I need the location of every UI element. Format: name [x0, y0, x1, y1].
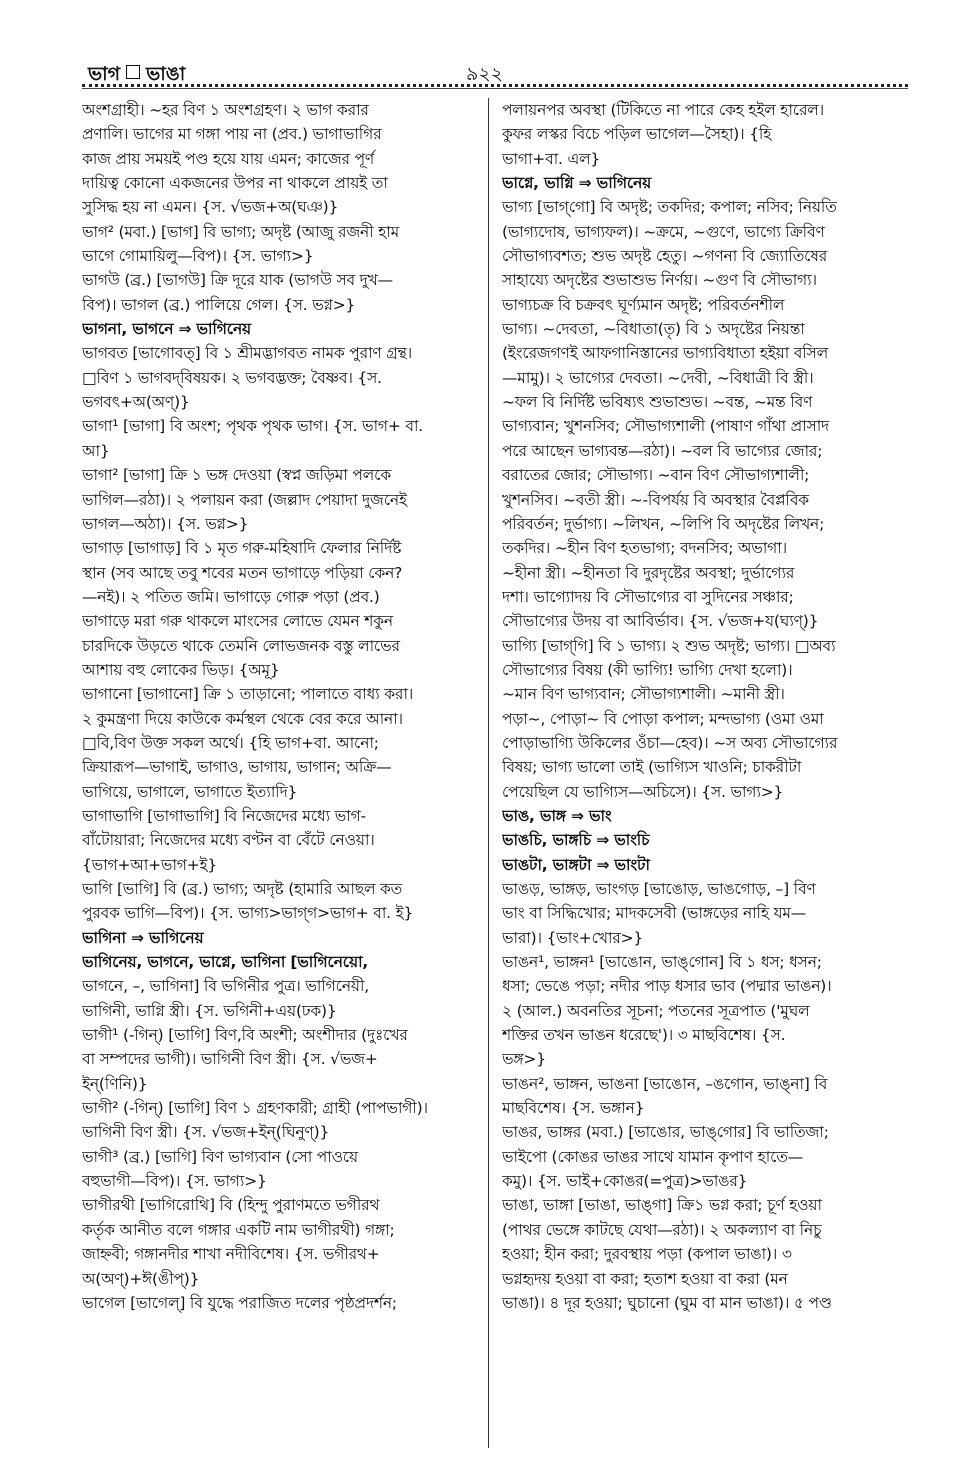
- entry-line: ভগ্নহৃদয় হওয়া বা করা; হতাশ হওয়া বা করা (মন: [502, 1269, 788, 1288]
- entry-line: ভাগিনী, ভাগ্নি স্ত্রী। {স. ভগিনী+এয়(ঢক)}: [82, 1001, 337, 1020]
- entry-line: কুফর লস্কর বিচে পড়িল ভাগেল—সৈহা)। {হি: [502, 125, 772, 144]
- entry-line: ভাগা² [ভাগা] ক্রি ১ ভঙ্গ দেওয়া (স্বপ্ন জড়িমা পলকে: [82, 466, 391, 485]
- entry-line: ভাং বা সিদ্ধিখোর; মাদকসেবী (ভাঙ্গড়ের নাহি যম—: [502, 904, 807, 923]
- entry-line: ভাগাভাগি [ভাগাভাগি] বি নিজেদের মধ্যে ভাগ-: [82, 806, 366, 825]
- entry-line: □বিণ ১ ভাগবদ্‌বিষয়ক। ২ ভগবদ্ভক্ত; বৈষ্ণব। {স.: [82, 368, 382, 387]
- guide-word-last: ভাঙা: [146, 63, 186, 85]
- entry-line: ভাগ্যবান; খুশনসিব; সৌভাগ্যশালী (পাষাণ গাঁথা প্রাসাদ: [502, 417, 829, 436]
- entry-line: ভাঙন¹, ভাঙ্গন¹ [ভাঙোন, ভাঙ্‌গোন] বি ১ ধস; ধসন;: [502, 953, 822, 972]
- entry-line: —মামু)। ২ ভাগ্যের দেবতা। ~দেবী, ~বিধাত্রী বি স্ত্রী।: [502, 368, 814, 387]
- entry-line: ভারা)। {ভাং+খোর>}: [502, 928, 644, 947]
- left-column: [82, 98, 474, 1448]
- entry-line: ভাগানো [ভাগানো] ক্রি ১ তাড়ানো; পালাতে বাধ্য করা।: [82, 685, 414, 704]
- entry-line: ২ কুমন্ত্রণা দিয়ে কাউকে কর্মস্থল থেকে বের করে আনা।: [82, 709, 403, 728]
- entry-line: অ(অণ্)+ঈ(ঙীপ্)}: [82, 1269, 200, 1288]
- page-number: ৯২২: [466, 63, 504, 85]
- entry-line: ~মান বিণ ভাগ্যবান; সৌভাগ্যশালী। ~মানী স্ত্রী।: [502, 685, 785, 704]
- entry-line: সাহায্যে অদৃষ্টের শুভাশুভ নির্ণয়। ~গুণ বি সৌভাগ্য।: [502, 271, 817, 290]
- entry-line: ভাগনা, ভাগনে ⇒ ভাগিনেয়: [82, 320, 251, 339]
- entry-line: ভাগিনা ⇒ ভাগিনেয়: [82, 928, 204, 947]
- entry-line: ভাগিল—রঠা)। ২ পলায়ন করা (জল্লাদ পেয়াদা দুজনেই: [82, 490, 407, 509]
- entry-line: মাছবিশেষ। {স. ভঙ্গান}: [502, 1099, 645, 1118]
- entry-line: কমু)। {স. ভাই+কোঙর(=পুত্র)>ভাঙর}: [502, 1172, 748, 1191]
- entry-line: ভাগনে, –, ভাগিনা] বি ভগিনীর পুত্র। ভাগিনেয়ী,: [82, 977, 369, 996]
- entry-line: শক্তির তখন ভাঙন ধরেছে')। ৩ মাছবিশেষ। {স.: [502, 1026, 786, 1045]
- entry-line: আশায় বহু লোকের ভিড়। {অমূ}: [82, 660, 280, 679]
- entry-line: পেয়েছিল যে ভাগ্যিস—অচিসে)। {স. ভাগ্য>}: [502, 782, 784, 801]
- entry-line: ভাঙা)। ৪ দূর হওয়া; ঘুচানো (ঘুম বা মান ভাঙা)। ৫ পণ্ড: [502, 1293, 832, 1312]
- entry-line: {ভাগ+আ+ভাগ+ই}: [82, 855, 218, 874]
- entry-line: তকদির। ~হীন বিণ হতভাগ্য; বদনসিব; অভাগা।: [502, 539, 787, 558]
- entry-line: স্থান (সব আছে তবু শবের মতন ভাগাড়ে পড়িয়া কেন?: [82, 563, 403, 582]
- entry-line: ~হীনা স্ত্রী। ~হীনতা বি দুরদৃষ্টের অবস্থা; দুর্ভাগ্যের: [502, 563, 795, 582]
- entry-line: ~ফল বি নির্দিষ্ট ভবিষ্যৎ শুভাশুভ। ~বন্ত, ~মন্ত বিণ: [502, 393, 813, 412]
- entry-line: হওয়া; হীন করা; দুরবস্থায় পড়া (কপাল ভাঙা)। ৩: [502, 1245, 792, 1264]
- entry-line: ভাগ্য [ভাগ্‌গো] বি অদৃষ্ট; তকদির; কপাল; নসিব; নিয়তি: [502, 198, 837, 217]
- entry-line: ভাগিনী বিণ স্ত্রী। {স. √ভজ+ইন্(ঘিনুণ্)}: [82, 1123, 330, 1142]
- entry-line: বিপ)। ভাগল (ব্র.) পালিয়ে গেল। {স. ভগ্ন>}: [82, 295, 356, 314]
- entry-line: চারদিকে উড়তে থাকে তেমনি লোভজনক বস্তু লাভের: [82, 636, 400, 655]
- entry-line: বিষয়; ভাগ্য ভালো তাই (ভাগ্যিস খাওনি; চাকরীটা: [502, 758, 802, 777]
- right-column: [502, 98, 894, 1448]
- entry-line: ভাগি [ভাগি] বি (ব্র.) ভাগ্য; অদৃষ্ট (হামারি আছল কত: [82, 880, 403, 898]
- entry-line: ভাঙচি, ভাঙ্গচি ⇒ ভাংচি: [502, 831, 650, 850]
- entry-line: ইন্(ণিনি)}: [82, 1074, 148, 1093]
- column-divider: [488, 98, 489, 1448]
- header-rule-dotted: [82, 84, 908, 87]
- entry-line: ভাগী³ (ব্র.) [ভাগি] বিণ ভাগ্যবান (সো পাওয়ে: [82, 1147, 358, 1166]
- entry-line: ভাগে গোমায়িলু—বিপ)। {স. ভাগ্য>}: [82, 247, 314, 266]
- entry-line: সুসিদ্ধ হয় না এমন। {স. √ভজ+অ(ঘঞ)}: [82, 198, 339, 217]
- entry-line: বা সম্পদের ভাগী)। ভাগিনী বিণ স্ত্রী। {স. √ভজ+: [82, 1050, 378, 1069]
- entry-line: ভাঙ, ভাঙ্গ ⇒ ভাং: [502, 806, 612, 825]
- entry-line: (পাথর ভেঙ্গে কাটছে যেথা—রঠা)। ২ অকল্যাণ বা নিচু: [502, 1220, 822, 1239]
- entry-line: —নই)। ২ পতিত জমি। ভাগাড়ে গোরু পড়া (প্রব.): [82, 587, 380, 606]
- entry-line: (ভাগ্যদোষ, ভাগ্যফল)। ~ক্রমে, ~গুণে, ভাগ্যে ক্রিবিণ: [502, 222, 825, 241]
- dictionary-page: [82, 48, 908, 1458]
- entry-line: ভাঙা, ভাঙ্গা [ভাঙা, ভাঙ্‌গা] ক্রি১ ভগ্ন করা; চূর্ণ হওয়া: [502, 1196, 822, 1215]
- entry-line: দায়িত্ব কোনো একজনের উপর না থাকলে প্রায়ই তা: [82, 174, 388, 193]
- entry-line: পরে আছেন ভাগ্যবন্ত—রঠা)। ~বল বি ভাগ্যের জোর;: [502, 441, 823, 460]
- entry-line: ভাগিনেয়, ভাগনে, ভাগ্নে, ভাগিনা [ভাগিনেয়ো,: [82, 953, 369, 972]
- entry-line: প্রণালি। ভাগের মা গঙ্গা পায় না (প্রব.) ভাগাভাগির: [82, 125, 382, 144]
- entry-line: বহুভাগী—বিপ)। {স. ভাগ্য>}: [82, 1172, 267, 1191]
- entry-line: ২ (আল.) অবনতির সূচনা; পতনের সূত্রপাত ('মুঘল: [502, 1001, 810, 1020]
- entry-line: ভঙ্গ>}: [502, 1050, 546, 1069]
- entry-line: সৌভাগ্যবশত; শুভ অদৃষ্ট হেতু। ~গণনা বি জ্যোতিষের: [502, 247, 828, 266]
- entry-line: ভাঙর, ভাঙ্গর (মবা.) [ভাঙোর, ভাঙ্‌গোর] বি ভাতিজা;: [502, 1123, 829, 1142]
- entry-line: ভাগ্নে, ভাগ্নি ⇒ ভাগিনেয়: [502, 174, 652, 193]
- entry-line: ভাগাড় [ভাগাড়] বি ১ মৃত গরু-মহিষাদি ফেলার নির্দিষ্ট: [82, 539, 402, 558]
- entry-line: ভগবৎ+অ(অণ্)}: [82, 393, 190, 412]
- entry-line: ভাগী² (-গিন্) [ভাগি] বিণ ১ গ্রহণকারী; গ্রাহী (পাপভাগী)।: [82, 1099, 428, 1118]
- guide-word-first: ভাগ: [88, 63, 121, 85]
- entry-line: ভাগল—অঠা)। {স. ভগ্ন>}: [82, 514, 249, 533]
- entry-line: ভাগ্যচক্র বি চক্রবৎ ঘূর্ণ্যমান অদৃষ্ট; পরিবর্তনশীল: [502, 295, 785, 314]
- entry-line: বাঁটোয়ারা; নিজেদের মধ্যে বণ্টন বা বেঁটে নেওয়া।: [82, 831, 375, 850]
- entry-line: পরিবর্তন; দুর্ভাগ্য। ~লিখন, ~লিপি বি অদৃষ্টের লিখন;: [502, 514, 825, 533]
- entry-line: বরাতের জোর; সৌভাগ্য। ~বান বিণ সৌভাগ্যশালী;: [502, 466, 810, 485]
- entry-line: ভাগী¹ (-গিন্) [ভাগি] বিণ,বি অংশী; অংশীদার (দুঃখের: [82, 1026, 408, 1045]
- entry-line: ভাগেল [ভাগেল্] বি যুদ্ধে পরাজিত দলের পৃষ্ঠপ্রদর্শন;: [82, 1293, 397, 1312]
- entry-line: খুশনসিব। ~বতী স্ত্রী। ~-বিপর্যয় বি অবস্থার বৈপ্লবিক: [502, 490, 809, 509]
- entry-line: ভাইপো (কোঙর ভাঙর সাথে যামান কৃপাণ হাতে—: [502, 1147, 804, 1166]
- entry-line: সৌভাগ্যের উদয় বা আবির্ভাব। {স. √ভজ+য(ঘ্যণ্)}: [502, 612, 819, 631]
- entry-line: ভাগিয়ে, ভাগালে, ভাগাতে ইত্যাদি}: [82, 782, 298, 801]
- entry-line: ভাঙন², ভাঙ্গন, ভাঙনা [ভাঙোন, –ঙগোন, ভাঙ্‌না] বি: [502, 1074, 828, 1093]
- entry-line: পলায়নপর অবস্থা (টিকিতে না পারে কেহ হইল হারেল।: [502, 101, 824, 119]
- header-rule: [82, 88, 908, 89]
- entry-line: অংশগ্রাহী। ~হর বিণ ১ অংশগ্রহণ। ২ ভাগ করার: [82, 101, 369, 119]
- entry-line: ভাগাড়ে মরা গরু থাকলে মাংসের লোভে যেমন শকুন: [82, 612, 393, 631]
- entry-line: কাজ প্রায় সময়ই পণ্ড হয়ে যায় এমন; কাজের পূর্ণ: [82, 149, 375, 168]
- entry-line: কর্তৃক আনীত বলে গঙ্গার একটি নাম ভাগীরথী) গঙ্গা;: [82, 1220, 395, 1239]
- entry-line: (ইংরেজগণই আফগানিস্তানের ভাগ্যবিধাতা হইয়া বসিল: [502, 344, 829, 363]
- entry-line: ভাগা¹ [ভাগা] বি অংশ; পৃথক পৃথক ভাগ। {স. ভাগ+ বা.: [82, 417, 424, 436]
- entry-line: ভাগউ (ব্র.) [ভাগউ] ক্রি দূরে যাক (ভাগউ সব দুখ—: [82, 271, 393, 290]
- entry-line: □বি,বিণ উক্ত সকল অর্থে। {হি ভাগ+বা. আনো;: [82, 733, 379, 752]
- entry-line: ভাগ্য। ~দেবতা, ~বিধাতা(তৃ) বি ১ অদৃষ্টের নিয়ন্তা: [502, 320, 805, 339]
- entry-line: ভাগ² (মবা.) [ভাগ] বি ভাগ্য; অদৃষ্ট (আজু রজনী হাম: [82, 222, 400, 241]
- entry-line: পড়া~, পোড়া~ বি পোড়া কপাল; মন্দভাগ্য (ওমা ওমা: [502, 709, 824, 728]
- entry-line: ভাগবত [ভাগোবত্] বি ১ শ্রীমদ্ভাগবত নামক পুরাণ গ্রন্থ।: [82, 344, 413, 363]
- entry-line: ভাগা+বা. এল}: [502, 149, 601, 168]
- entry-line: পোড়াভাগ্যি উকিলের ওঁচা—হেব)। ~স অব্য সৌভাগ্যের: [502, 733, 838, 752]
- entry-line: ভাঙটা, ভাঙ্গটা ⇒ ভাংটা: [502, 855, 650, 874]
- entry-line: ভাঙড়, ভাঙ্গড়, ভাংগড় [ভাঙোড়, ভাঙগোড়, –] বিণ: [502, 880, 816, 898]
- entry-line: জাহ্নবী; গঙ্গানদীর শাখা নদীবিশেষ। {স. ভগীরথ+: [82, 1245, 380, 1264]
- entry-line: ক্রিয়ারূপ—ভাগাই, ভাগাও, ভাগায়, ভাগান; অক্রি—: [82, 758, 392, 777]
- entry-line: সৌভাগ্যের বিষয় (কী ভাগ্যি! ভাগ্যি দেখা হলো)।: [502, 660, 793, 679]
- entry-line: ভাগীরথী [ভাগিরোথি] বি (হিন্দু পুরাণমতে ভগীরথ: [82, 1196, 380, 1215]
- entry-line: ধসা; ভেঙে পড়া; নদীর পাড় ধসার ভাব (পদ্মার ভাঙন)।: [502, 977, 832, 996]
- separator-box-icon: [126, 65, 140, 79]
- entry-line: ভাগ্যি [ভাগ্‌গি] বি ১ ভাগ্য। ২ শুভ অদৃষ্ট; ভাগ্য। □অব্য: [502, 636, 836, 655]
- entry-line: পুরবক ভাগি—বিপ)। {স. ভাগ্য>ভাগ্‌গ>ভাগ+ বা. ই}: [82, 904, 414, 923]
- entry-line: দশা। ভাগ্যোদয় বি সৌভাগ্যের বা সুদিনের সঞ্চার;: [502, 587, 794, 606]
- entry-line: আ}: [82, 441, 110, 460]
